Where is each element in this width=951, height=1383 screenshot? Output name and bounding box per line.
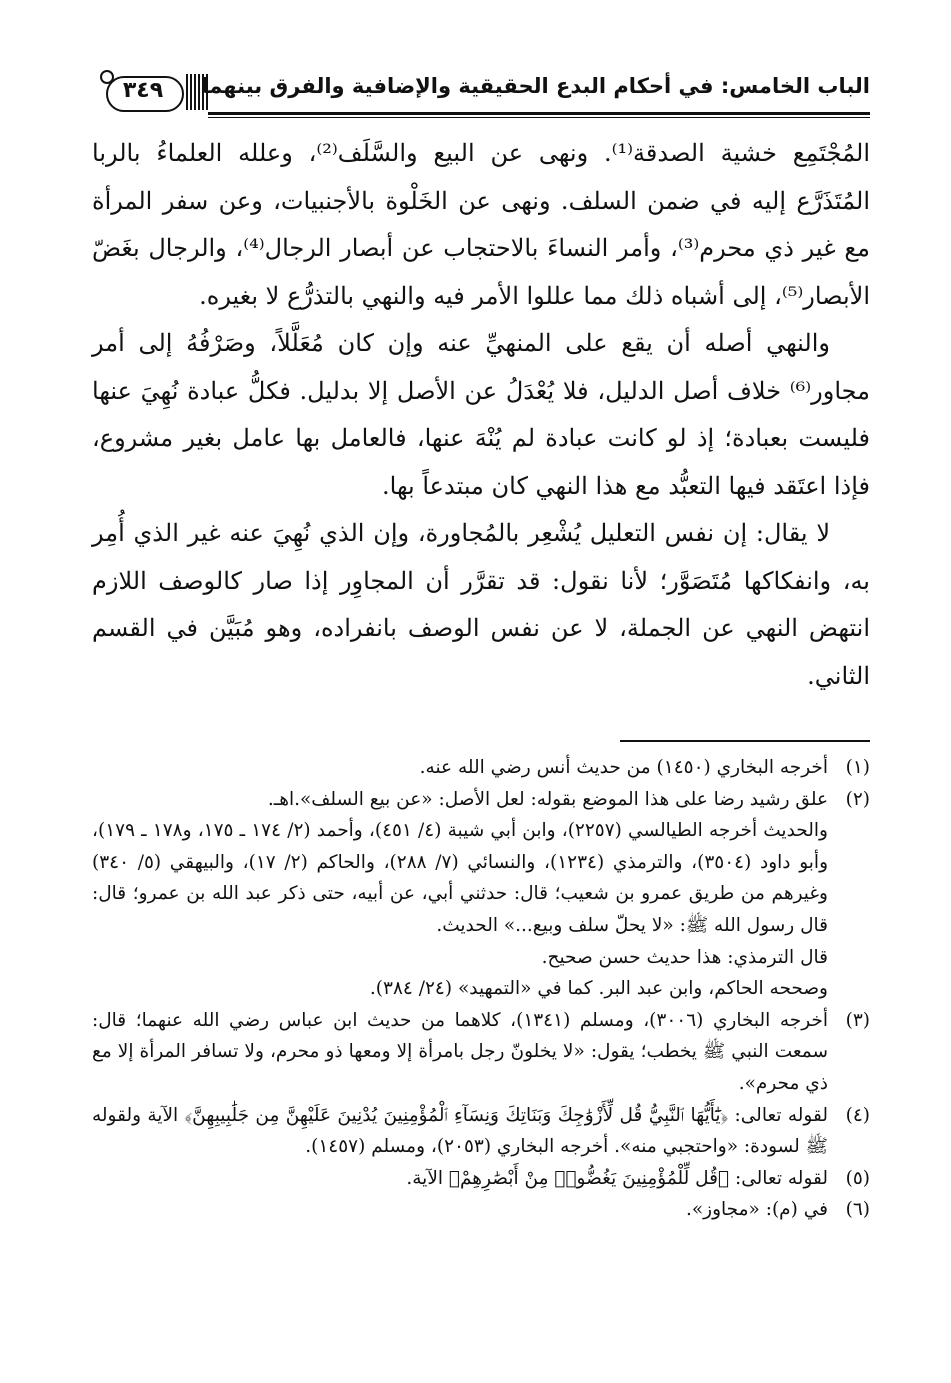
footnote-line: لقوله تعالى: ﴿يَٰٓأَيُّهَا ٱلنَّبِيُّ قُل لِّأَزْوَٰجِكَ وَبَنَاتِكَ وَنِسَآءِ ٱلْمُؤْمِنِينَ يُدْنِينَ عَلَيْهِنَّ مِن جَلَٰبِيبِهِنَّ﴾ الآية ولقوله ﷺ لسودة: «واحتجبي منه». أخرجه البخاري (٢٠٥٣)، ومسلم (١٤٥٧). [92, 1104, 828, 1158]
footnote [92, 1194, 870, 1226]
footnote-text [92, 1194, 828, 1226]
footnote [92, 1005, 870, 1100]
footnote-text [92, 1005, 828, 1100]
header-rule-thick [208, 112, 870, 115]
footnote-line: أخرجه البخاري (٣٠٠٦)، ومسلم (١٣٤١)، كلاهما من حديث ابن عباس رضي الله عنهما؛ قال: سمعت النبي ﷺ يخطب؛ يقول: «لا يخلونّ رجل بامرأة إلا ومعها ذو محرم، ولا تسافر المرأة إلا مع ذي محرم». [92, 1009, 829, 1094]
header-rule-thin [208, 117, 870, 118]
footnote-line: لقوله تعالى: ﴿قُل لِّلْمُؤْمِنِينَ يَغُضُّوا۟ مِنْ أَبْصَٰرِهِمْ﴾ الآية. [406, 1167, 828, 1189]
footnote-line: علق رشيد رضا على هذا الموضع بقوله: لعل الأصل: «عن بيع السلف».اهـ. [267, 788, 828, 810]
footnote [92, 784, 870, 1005]
running-header [98, 66, 870, 118]
footnote-text [92, 1163, 828, 1195]
footnote-number: (٣) [845, 1009, 870, 1031]
footnote-line: قال الترمذي: هذا حديث حسن صحيح. [541, 946, 828, 968]
footnote-separator [620, 740, 870, 742]
footnote-number: (١) [845, 757, 870, 778]
chapter-title: الباب الخامس: في أحكام البدع الحقيقية والإضافية والفرق بينهما [201, 74, 870, 98]
footnote-number: (٢) [845, 788, 870, 810]
page-number: ٣٤٩ [122, 78, 164, 103]
footnote-line: في (م): «مجاوز». [685, 1199, 828, 1221]
footnote-number: (٦) [845, 1199, 870, 1221]
footnote-line: والحديث أخرجه الطيالسي (٢٢٥٧)، وابن أبي شيبة (٤/ ٤٥١)، وأحمد (٢/ ١٧٤ ـ ١٧٥، و١٧٨ ـ ١٧٩)، وأبو داود (٣٥٠٤)، والترمذي (١٢٣٤)، والنسائي (٧/ ٢٨٨)، والحاكم (٢/ ١٧)، والبيهقي (٥/ ٣٤٠) وغيرهم من طريق عمرو بن شعيب؛ قال: حدثني أبي، عن أبيه، حتى ذكر عبد الله بن عمرو؛ قال: قال رسول الله ﷺ: «لا يحلّ سلف وبيع...» الحديث. [92, 820, 829, 936]
paragraph: والنهي أصله أن يقع على المنهيِّ عنه وإن كان مُعَلَّلاً، وصَرْفُهُ إلى أمر مجاور⁽⁶⁾ خلاف أصل الدليل، فلا يُعْدَلُ عن الأصل إلا بدليل. فكلُّ عبادة نُهِيَ عنها فليست بعبادة؛ إذ لو كانت عبادة لم يُنْهَ عنها، فالعامل بها عامل بغير مشروع، فإذا اعتَقد فيها التعبُّد مع هذا النهي كان مبتدعاً بها. [92, 329, 870, 500]
paragraph: لا يقال: إن نفس التعليل يُشْعِر بالمُجاورة، وإن الذي نُهِيَ عنه غير الذي أُمِر به، وانفكاكها مُتَصَوَّر؛ لأنا نقول: قد تقرَّر أن المجاوِر إذا صار كالوصف اللازم انتهض النهي عن الجملة، لا عن نفس الوصف بانفراده، وهو مُبَيَّن في القسم الثاني. [92, 519, 870, 690]
footnote [92, 1100, 870, 1163]
page-number-badge [98, 70, 194, 114]
footnote-text [92, 752, 828, 784]
footnote-number: (٥) [845, 1167, 870, 1189]
footnote-line: أخرجه البخاري (١٤٥٠) من حديث أنس رضي الله عنه. [419, 757, 828, 778]
footnote-number: (٤) [845, 1104, 870, 1126]
footnote-text [92, 1100, 828, 1163]
paragraph: المُجْتَمِع خشية الصدقة⁽¹⁾. ونهى عن البيع والسَّلَف⁽²⁾، وعلله العلماءُ بالربا المُتَذَرَّع إليه في ضمن السلف. ونهى عن الخَلْوة بالأجنبيات، وعن سفر المرأة مع غير ذي محرم⁽³⁾، وأمر النساءَ بالاحتجاب عن أبصار الرجال⁽⁴⁾، والرجال بغَضّ الأبصار⁽⁵⁾، إلى أشباه ذلك مما عللوا الأمر فيه والنهي بالتذرُّع لا بغيره. [92, 139, 871, 310]
footnote [92, 752, 870, 784]
footnote-text [92, 784, 828, 1005]
footnote [92, 1163, 870, 1195]
main-text [92, 130, 870, 700]
footnote-line: وصححه الحاكم، وابن عبد البر. كما في «التمهيد» (٢٤/ ٣٨٤). [369, 978, 828, 1000]
footnotes [92, 752, 870, 1226]
